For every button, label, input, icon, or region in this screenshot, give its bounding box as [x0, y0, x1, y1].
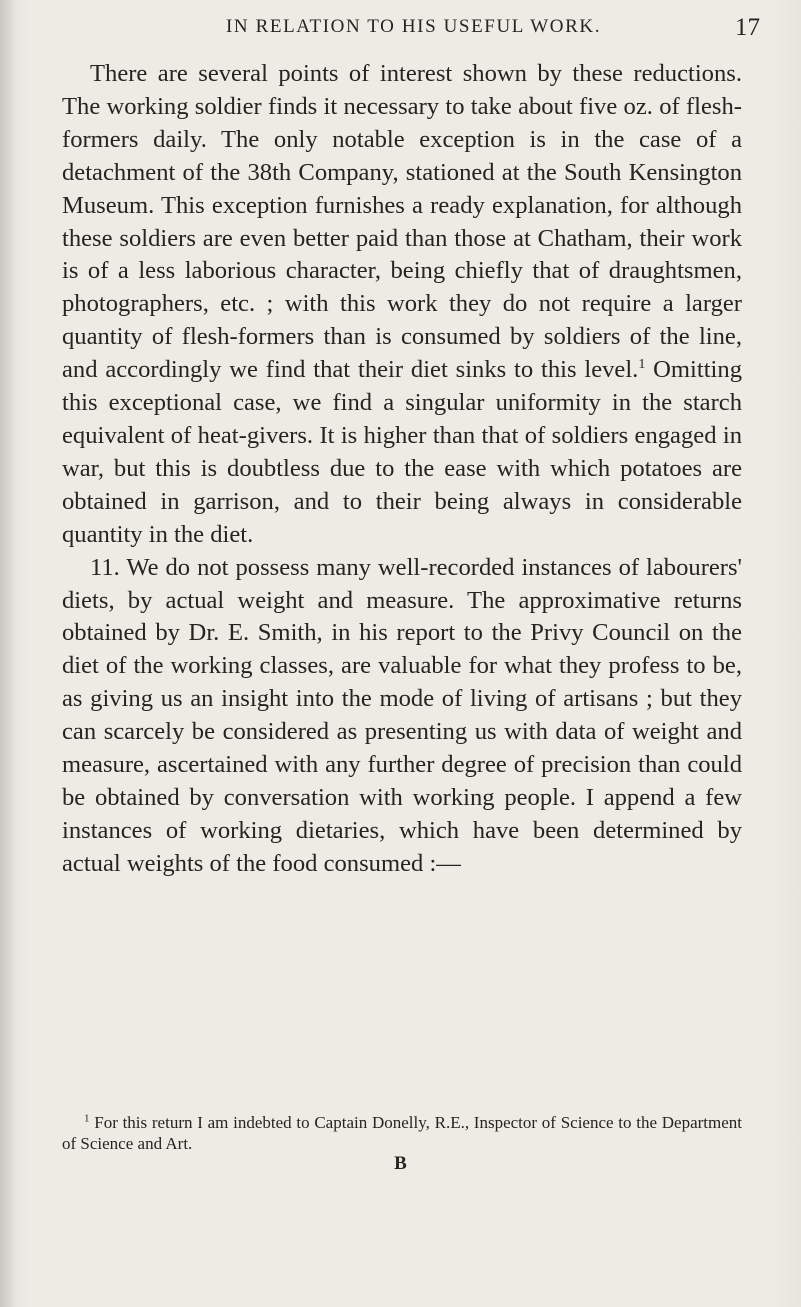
paragraph-1-text: There are several points of interest shown by these reductions. The working soldier finds it necessary to take about five oz. of flesh-formers daily. The only notable exception is in the case of a detachment of the 38th Company, stationed at the South Kensington Museum. This exception furnishes a ready explanation, for although these soldiers are even better paid than those at Chatham, their work is of a less laborious character, being chiefly that of draughtsmen, photographers, etc. ; with this work they do not require a larger quantity of flesh-formers than is consumed by soldiers of the line, and accordingly we find that their diet sinks to this level. — [62, 60, 742, 384]
binding-edge — [0, 0, 16, 1307]
footnote-text: For this return I am indebted to Captain Donelly, R.E., Inspector of Science to the Department of Science and Art. — [62, 1113, 742, 1153]
footnote-number: 1 — [84, 1112, 90, 1125]
paragraph-2: 11. We do not possess many well-recorded instances of labourers' diets, by actual weight and measure. The approximative returns obtained by Dr. E. Smith, in his report to the Privy Council on the diet of the working classes, are valuable for what they profess to be, as giving us an insight into the mode of living of artisans ; but they can scarcely be considered as presenting us with data of weight and measure, ascertained with any further degree of precision than could be obtained by conversation with working people. I append a few instances of working dietaries, which have been determined by actual weights of the food consumed :— — [62, 553, 742, 877]
running-title: IN RELATION TO HIS USEFUL WORK. — [226, 16, 602, 37]
body-text — [62, 58, 742, 881]
paragraph-1-continuation: Omitting this exceptional case, we find a singular uniformity in the starch equivalent of heat-givers. It is higher than that of soldiers engaged in war, but this is doubtless due to the ease with which potatoes are obtained in garrison, and to their being always in considerable quantity in the diet. — [62, 356, 742, 548]
footnote-reference: 1 — [638, 356, 646, 372]
paragraph-1 — [62, 58, 742, 552]
page-number: 17 — [735, 14, 760, 41]
footnote — [62, 1112, 742, 1154]
running-head — [60, 14, 760, 48]
signature-mark: B — [394, 1153, 407, 1174]
